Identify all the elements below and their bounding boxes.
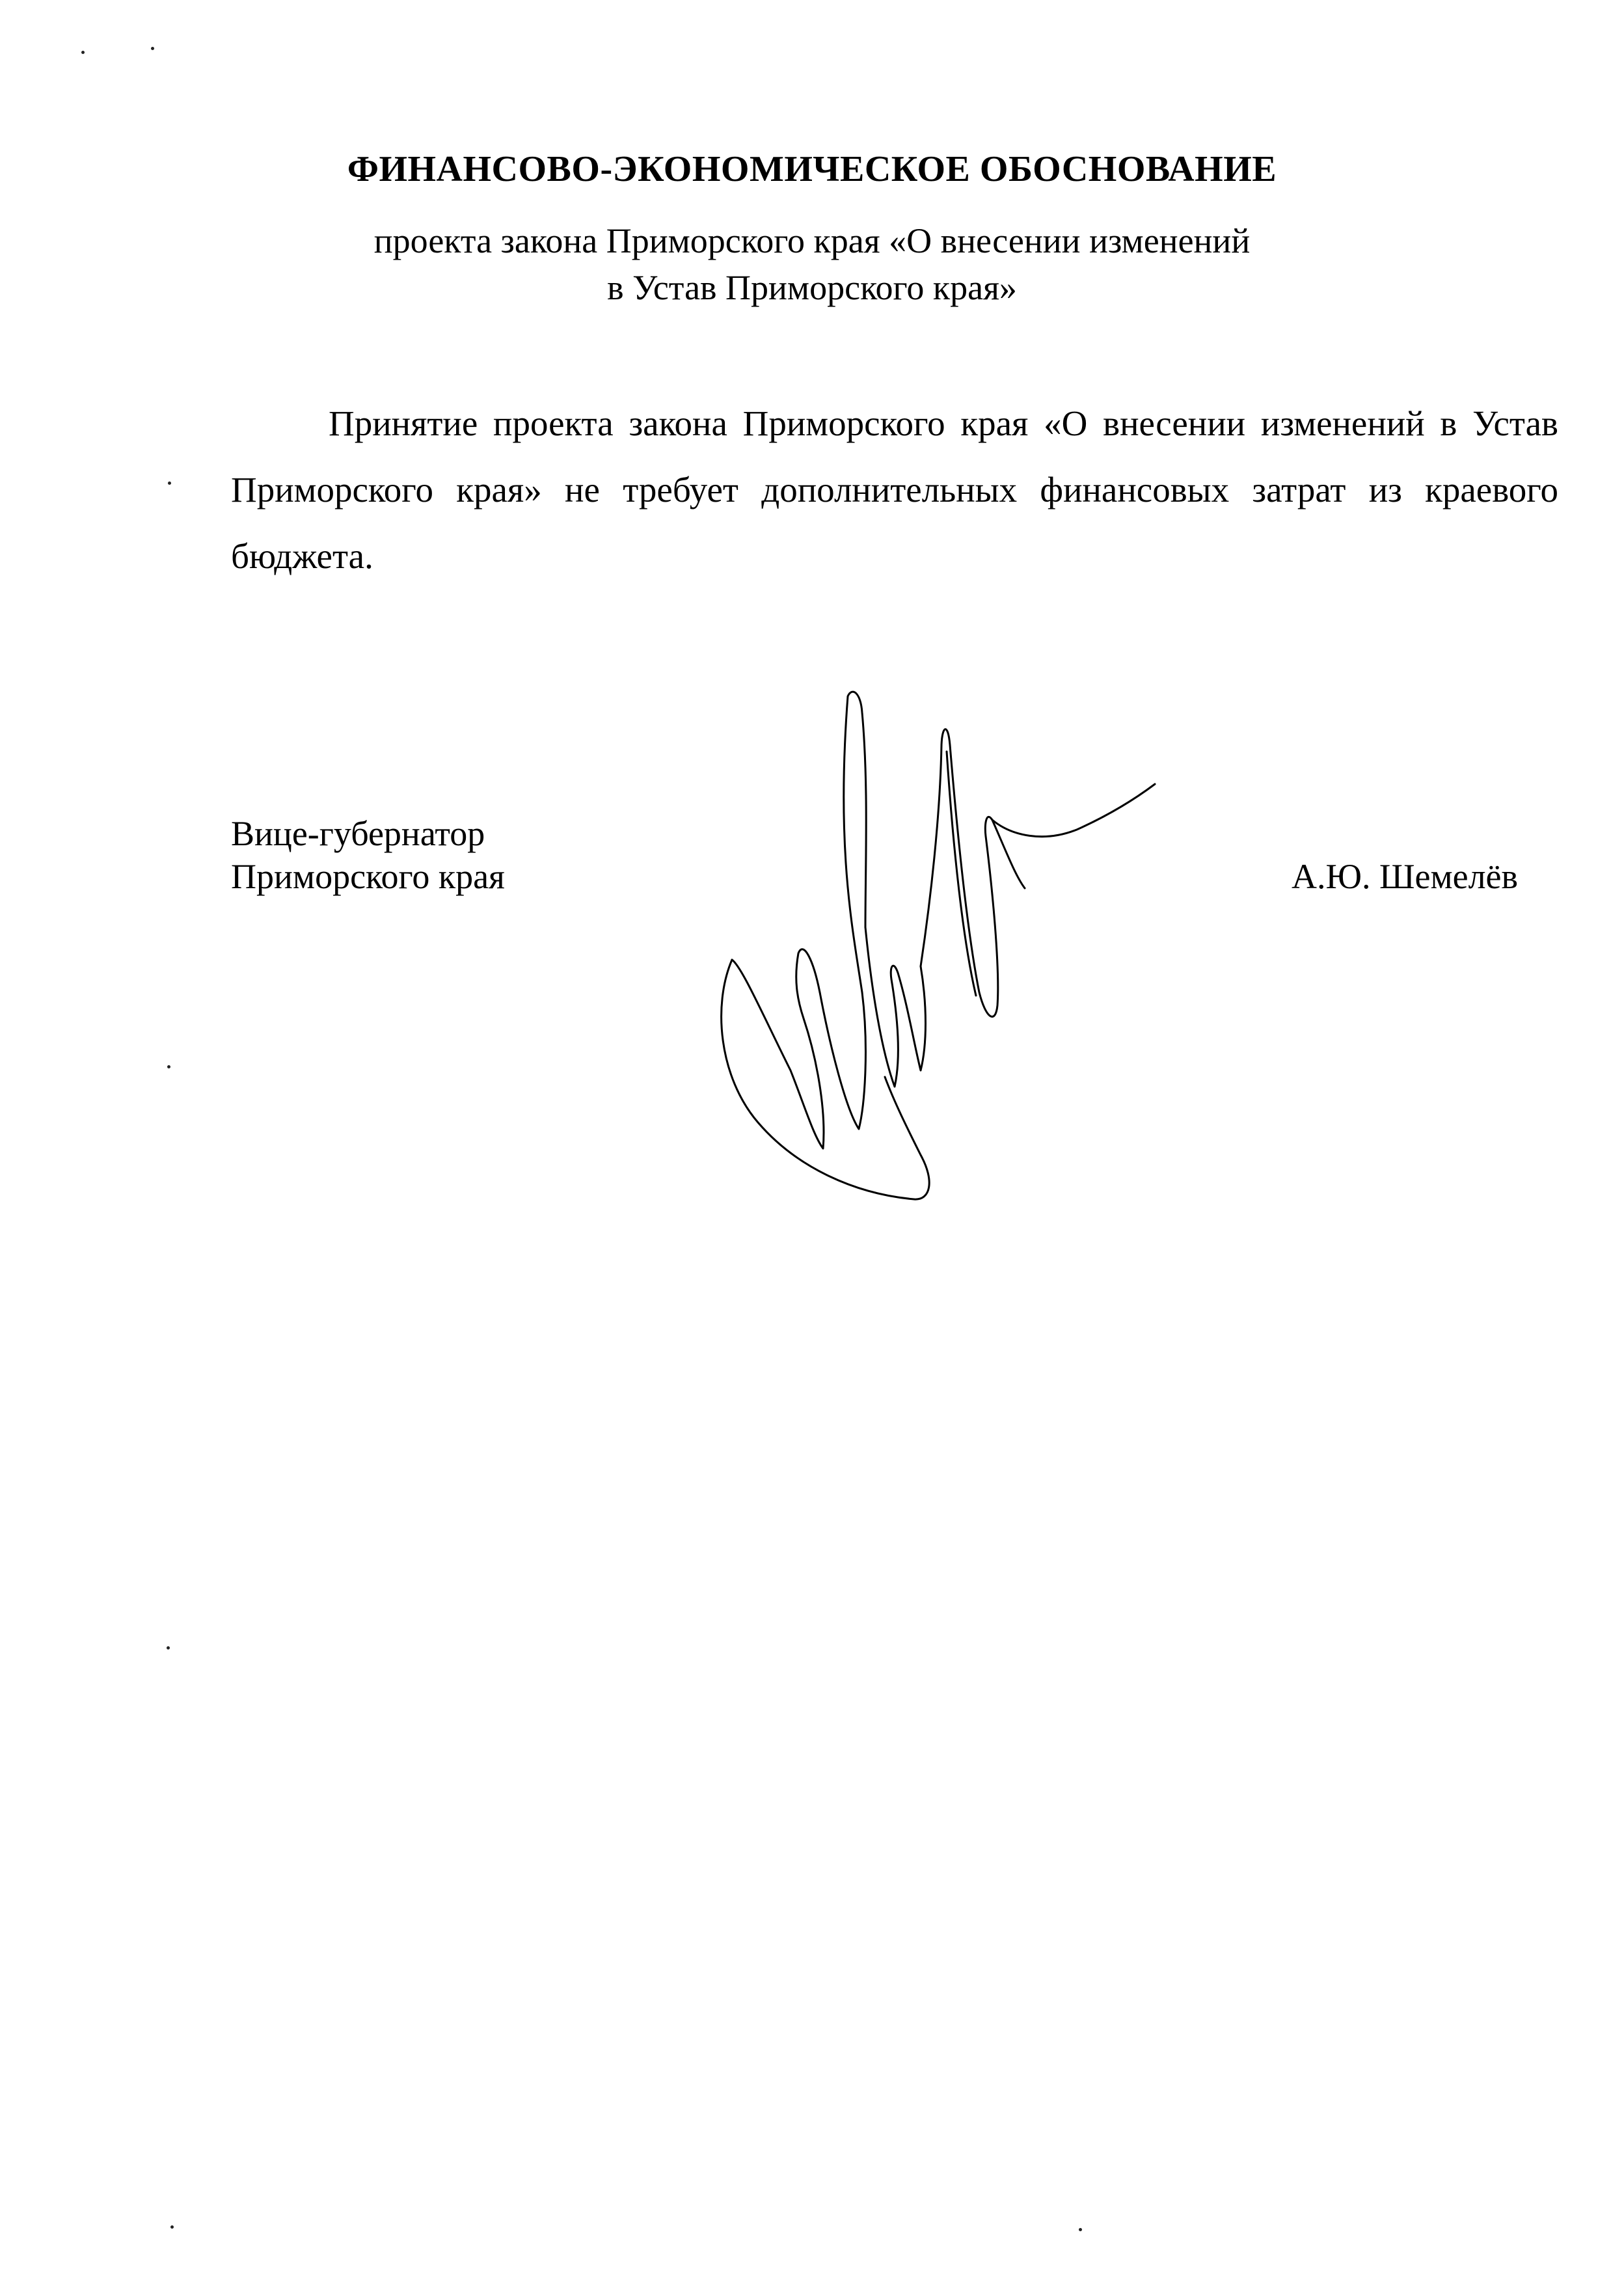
scan-speck bbox=[167, 1065, 170, 1068]
handwritten-signature bbox=[706, 654, 1174, 1227]
signatory-name: А.Ю. Шемелёв bbox=[1292, 857, 1518, 896]
subtitle-line-1: проекта закона Приморского края «О внесении изменений bbox=[373, 221, 1251, 260]
subtitle-line-2: в Устав Приморского края» bbox=[607, 268, 1017, 307]
scan-speck bbox=[167, 1646, 170, 1650]
body-paragraph: Принятие проекта закона Приморского края «О внесении изменений в Устав Приморского края» не требует дополнительных финансовых затрат из краевого бюджета. bbox=[231, 403, 1558, 576]
document-subtitle bbox=[0, 217, 1624, 311]
scan-speck bbox=[81, 51, 85, 54]
document-title: ФИНАНСОВО-ЭКОНОМИЧЕСКОЕ ОБОСНОВАНИЕ bbox=[347, 149, 1277, 189]
signatory-position-line-2: Приморского края bbox=[231, 857, 505, 896]
scan-speck bbox=[151, 47, 154, 50]
signatory-position-line-1: Вице-губернатор bbox=[231, 814, 485, 853]
scan-speck bbox=[168, 482, 171, 485]
document-body bbox=[231, 390, 1558, 590]
scan-speck bbox=[170, 2225, 174, 2229]
scan-speck bbox=[1079, 2228, 1082, 2231]
signatory-position bbox=[231, 812, 505, 898]
